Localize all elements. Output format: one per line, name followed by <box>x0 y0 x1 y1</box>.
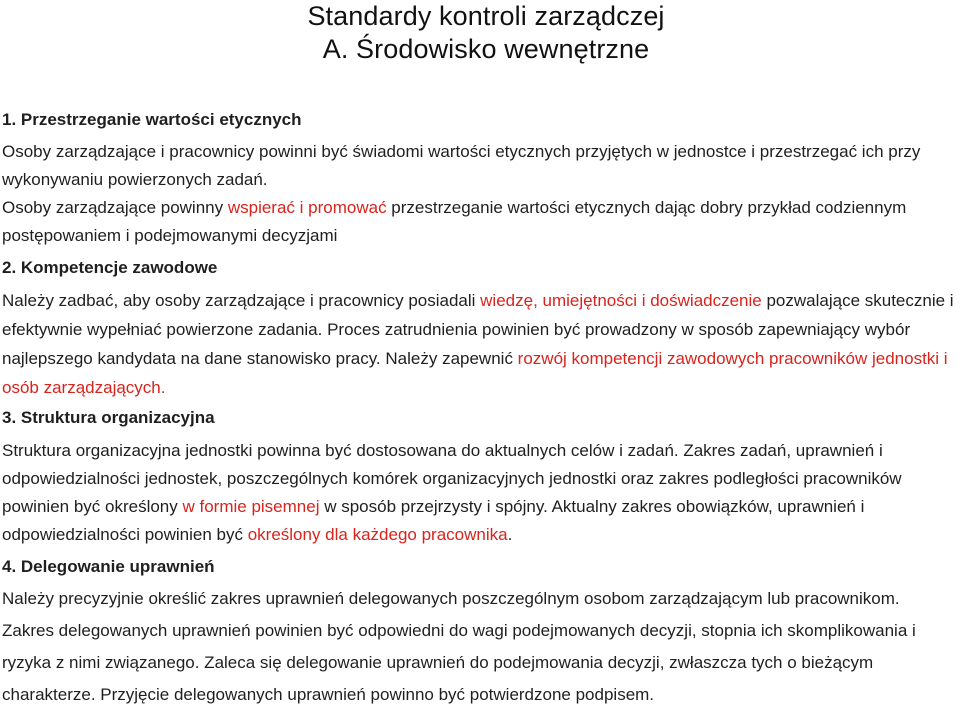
title-line-2: A. Środowisko wewnętrzne <box>322 34 650 64</box>
page-title <box>2 0 954 66</box>
highlighted-text: rozwój kompetencji zawodowych pracowników jednostki i osób zarządzających. <box>2 349 948 397</box>
text-run: Struktura organizacyjna jednostki powinna być dostosowana do aktualnych celów i zadań. Zakres zadań, uprawnień i odpowiedzialności jednostek, poszczególnych komórek organizacyjnych jednostki oraz zakres podległości pracowników powinien być określony <box>2 441 902 516</box>
text-run: pozwalające skutecznie i efektywnie wypełniać powierzone zadania. Proces zatrudnienia powinien być prowadzony w sposób zapewniający wybór najlepszego kandydata na dane stanowisko pracy. Należy zapewnić <box>2 291 954 368</box>
section-heading: 1. Przestrzeganie wartości etycznych <box>2 110 302 129</box>
text-run: w sposób przejrzysty i spójny. Aktualny zakres obowiązków, uprawnień i odpowiedzialności powinien być <box>2 497 865 544</box>
section-heading: 4. Delegowanie uprawnień <box>2 557 215 576</box>
text-run: Osoby zarządzające powinny <box>2 198 228 217</box>
section-competence <box>2 253 954 402</box>
paragraph <box>2 437 954 549</box>
highlighted-text: wspierać i promować <box>227 198 387 217</box>
text-run: Należy zadbać, aby osoby zarządzające i pracownicy posiadali <box>2 291 481 310</box>
section-structure <box>2 403 954 549</box>
section-heading: 2. Kompetencje zawodowe <box>2 258 218 277</box>
highlighted-text: określony dla każdego pracownika <box>247 525 508 544</box>
paragraph <box>2 286 954 402</box>
text-run: przestrzeganie wartości etycznych dając dobry przykład codziennym postępowaniem i podejmowanymi decyzjami <box>2 198 907 245</box>
section-heading: 3. Struktura organizacyjna <box>2 408 215 427</box>
text-run: . <box>507 525 513 544</box>
section-ethics <box>2 104 954 250</box>
section-delegation <box>2 552 954 711</box>
highlighted-text: w formie pisemnej <box>182 497 320 516</box>
title-line-1: Standardy kontroli zarządczej <box>307 1 665 31</box>
paragraph: Należy precyzyjnie określić zakres uprawnień delegowanych poszczególnym osobom zarządzającym lub pracownikom. Zakres delegowanych uprawnień powinien być odpowiedni do wagi podejmowanych decyzji, stopnia ich skomplikowania i ryzyka z nimi związanego. Zaleca się delegowanie uprawnień do podejmowania decyzji, zwłaszcza tych o bieżącym charakterze. Przyjęcie delegowanych uprawnień powinno być potwierdzone podpisem. <box>2 589 916 704</box>
content-body <box>2 104 954 711</box>
highlighted-text: wiedzę, umiejętności i doświadczenie <box>480 291 762 310</box>
paragraph <box>2 194 954 250</box>
paragraph: Osoby zarządzające i pracownicy powinni być świadomi wartości etycznych przyjętych w jednostce i przestrzegać ich przy wykonywaniu powierzonych zadań. <box>2 142 921 189</box>
